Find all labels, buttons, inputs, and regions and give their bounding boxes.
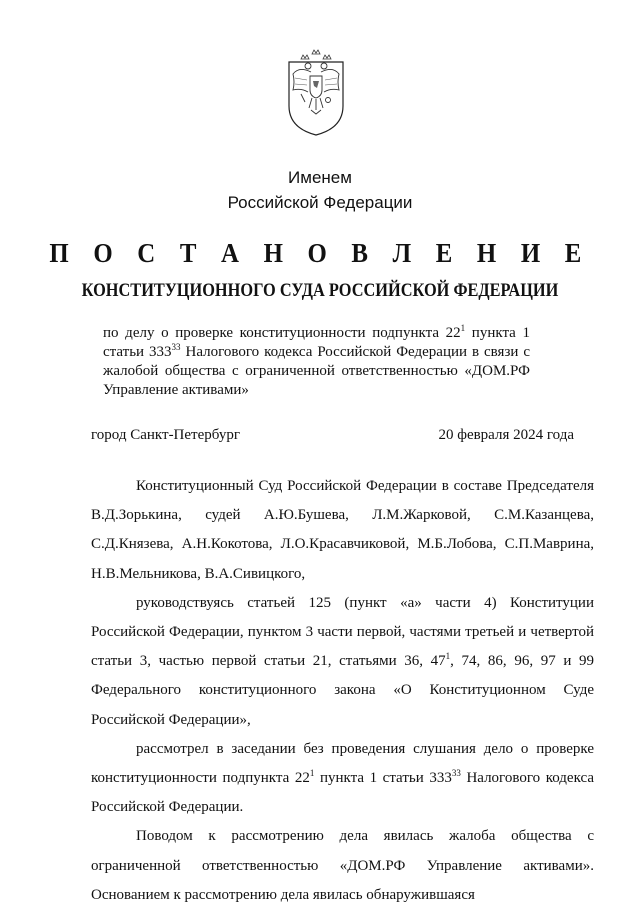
in-the-name-line: Именем — [288, 168, 352, 187]
paragraph-composition: Конституционный Суд Российской Федерации в составе Председателя В.Д.Зорькина, судей А.Ю.Бушева, Л.М.Жарковой, С.М.Казанцева, С.Д.Князева, А.Н.Кокотова, Л.О.Красавчиковой, М.Б.Лобова, С.П.Маврина, Н.В.Мельникова, В.А.Сивицкого, — [91, 478, 594, 582]
city: город Санкт-Петербург — [91, 427, 240, 443]
paragraph-considered: рассмотрел в заседании без проведения слушания дело о проверке конституционности подпункта $22^1$ пункта 1 статьи $333^{33}$ Налогового кодекса Российской Федерации. — [91, 740, 594, 816]
paragraph-grounds: Поводом к рассмотрению дела явилась жалоба общества с ограниченной ответственностью «ДОМ.РФ Управление активами». Основанием к рассмотрению дела явилась обнаружившаяся — [91, 828, 594, 903]
case-title: по делу о проверке конституционности подпункта $22^1$ пункта 1 статьи $333^{33}$ Налогового кодекса Российской Федерации в связи с жалобой общества с ограниченной ответственностью «ДОМ.РФ Управление активами» — [103, 323, 531, 398]
court-name: КОНСТИТУЦИОННОГО СУДА РОССИЙСКОЙ ФЕДЕРАЦИИ — [81, 280, 559, 301]
document-body — [91, 472, 594, 910]
paragraph-legal-basis: руководствуясь статьей 125 (пункт «а» части 4) Конституции Российской Федерации, пунктом 3 части первой, частями третьей и четвертой статьи 3, частью первой статьи 21, статьями 36, $47^1$, 74, 86, 96, 97 и 99 Федерального конституционного закона «О Конституционном Суде Российской Федерации», — [91, 594, 595, 728]
russian-coat-of-arms-icon — [281, 48, 351, 136]
document-date: 20 февраля 2024 года — [438, 427, 574, 443]
document-title: П О С Т А Н О В Л Е Н И Е — [49, 238, 591, 268]
russian-federation-line: Российской Федерации — [227, 193, 413, 212]
